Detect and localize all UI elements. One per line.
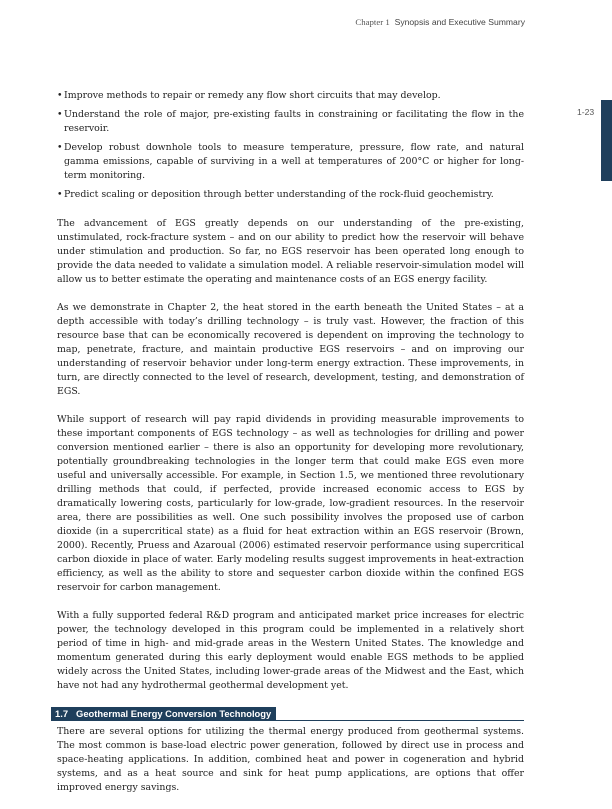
running-header [355, 17, 525, 27]
bullet-item: • Understand the role of major, pre-existing faults in constraining or facilitating the flow in the reservoir. [57, 109, 524, 134]
header-chapter: Chapter 1 [355, 17, 390, 27]
bullet-text: Develop robust downhole tools to measure temperature, pressure, flow rate, and natural gamma emissions, capable of surviving in a well at temperatures of 200°C or higher for long-term monitoring. [64, 142, 524, 181]
paragraph: The advancement of EGS greatly depends on our understanding of the pre-existing, unstimulated, rock-fracture system – and on our ability to predict how the reservoir will behave under stimulation and production. So far, no EGS reservoir has been operated long enough to provide the data needed to validate a simulation model. A reliable reservoir-simulation model will allow us to better estimate the operating and maintenance costs of an EGS energy facility. [57, 218, 524, 285]
bullet-list [57, 89, 524, 202]
bullet-text: Improve methods to repair or remedy any flow short circuits that may develop. [64, 90, 441, 101]
header-title: Synopsis and Executive Summary [394, 17, 525, 27]
bullet-text: Understand the role of major, pre-existing faults in constraining or facilitating the flow in the reservoir. [64, 109, 524, 134]
bullet-text: Predict scaling or deposition through better understanding of the rock-fluid geochemistry. [64, 189, 494, 200]
section-heading [51, 707, 276, 721]
bullet-item: • Predict scaling or deposition through better understanding of the rock-fluid geochemistry. [57, 189, 494, 200]
chapter-side-tab [601, 100, 612, 181]
page-number: 1-23 [577, 107, 595, 117]
bullet-item: • Develop robust downhole tools to measure temperature, pressure, flow rate, and natural gamma emissions, capable of surviving in a well at temperatures of 200°C or higher for long-term monitoring. [57, 142, 524, 181]
section-paragraph: There are several options for utilizing the thermal energy produced from geothermal systems. The most common is base-load electric power generation, followed by direct use in process and space-heating applications. In addition, combined heat and power in cogeneration and hybrid systems, and as a heat source and sink for heat pump applications, are options that offer improved energy savings. [57, 726, 524, 793]
page-body [57, 89, 524, 809]
paragraph: With a fully supported federal R&D program and anticipated market price increases for electric power, the technology developed in this program could be implemented in a relatively short period of time in high- and mid-grade areas in the Western United States. The knowledge and momentum generated during this early deployment would enable EGS methods to be applied widely across the United States, including lower-grade areas of the Midwest and the East, which have not had any hydrothermal geothermal development yet. [57, 610, 524, 691]
bullet-item: • Improve methods to repair or remedy any flow short circuits that may develop. [57, 90, 441, 101]
paragraph: While support of research will pay rapid dividends in providing measurable improvements to these important components of EGS technology – as well as technologies for drilling and power conversion mentioned earlier – there is also an opportunity for developing more revolutionary, potentially groundbreaking technologies in the longer term that could make EGS even more useful and universally accessible. For example, in Section 1.5, we mentioned three revolutionary drilling methods that could, if perfected, provide increased economic access to EGS by dramatically lowering costs, particularly for low-grade, low-gradient resources. In the reservoir area, there are possibilities as well. One such possibility involves the proposed use of carbon dioxide (in a supercritical state) as a fluid for heat extraction within an EGS reservoir (Brown, 2000). Recently, Pruess and Azaroual (2006) estimated reservoir performance using supercritical carbon dioxide in place of water. Early modeling results suggest improvements in heat-extraction efficiency, as well as the ability to store and sequester carbon dioxide within the confined EGS reservoir for carbon management. [57, 414, 524, 593]
paragraph: As we demonstrate in Chapter 2, the heat stored in the earth beneath the United States – at a depth accessible with today’s drilling technology – is truly vast. However, the fraction of this resource base that can be economically recovered is dependent on improving the technology to map, penetrate, fracture, and maintain productive EGS reservoirs – and on improving our understanding of reservoir behavior under long-term energy extraction. These improvements, in turn, are directly connected to the level of research, development, testing, and demonstration of EGS. [57, 302, 524, 397]
section-title: Geothermal Energy Conversion Technology [76, 708, 272, 719]
section-number: 1.7 [55, 708, 69, 719]
